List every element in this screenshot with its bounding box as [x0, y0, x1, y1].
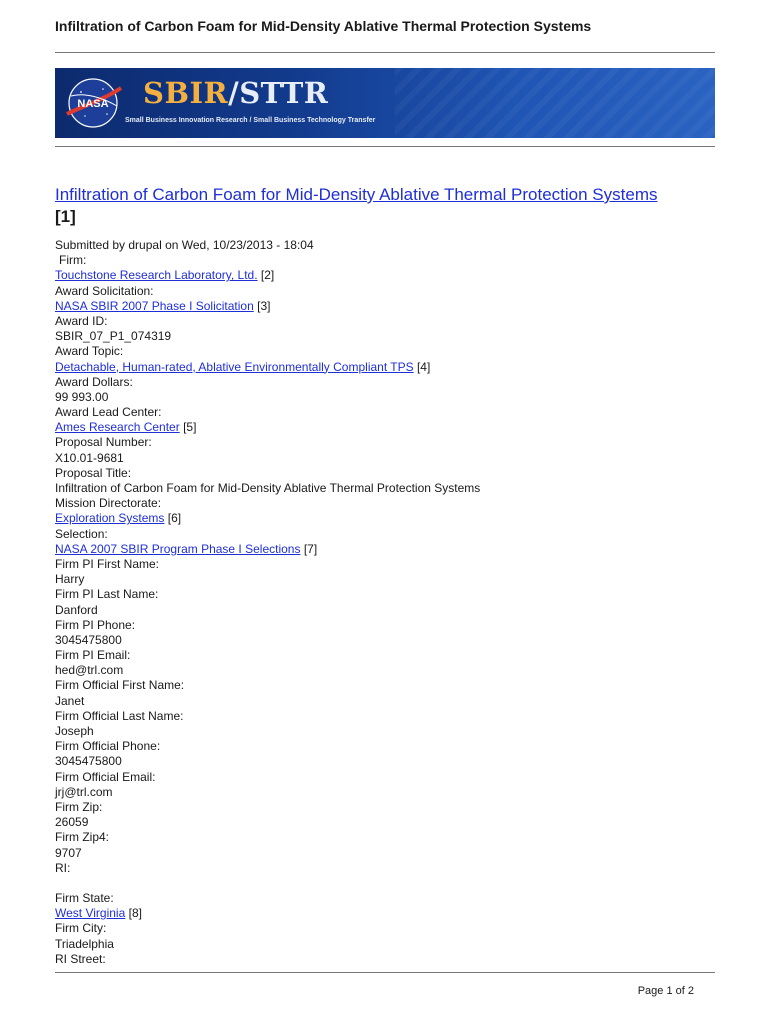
banner-background-pattern	[395, 68, 715, 138]
mission-directorate-link[interactable]: Exploration Systems	[55, 511, 165, 526]
firm-zip4-value: 9707	[55, 845, 82, 860]
firm-link[interactable]: Touchstone Research Laboratory, Ltd.	[55, 268, 258, 283]
nasa-logo-text: NASA	[77, 98, 109, 110]
pi-email-label: Firm PI Email:	[55, 648, 131, 663]
ri-value	[55, 876, 715, 891]
submitted-line: Submitted by drupal on Wed, 10/23/2013 - 18:04	[55, 238, 314, 252]
pi-first-name-value: Harry	[55, 572, 85, 587]
pi-phone-value: 3045475800	[55, 632, 122, 647]
banner-title-sbir: SBIR	[143, 76, 229, 110]
selection-label: Selection:	[55, 526, 108, 541]
pi-phone-label: Firm PI Phone:	[55, 617, 136, 632]
document-title-link[interactable]: Infiltration of Carbon Foam for Mid-Density Ablative Thermal Protection Systems	[55, 185, 658, 204]
footer-divider	[55, 972, 715, 973]
award-lead-center-value	[55, 420, 715, 435]
award-dollars-value: 99 993.00	[55, 389, 109, 404]
award-lead-center-ref: [5]	[183, 420, 197, 435]
firm-state-ref: [8]	[128, 906, 142, 921]
firm-zip-value: 26059	[55, 815, 89, 830]
award-lead-center-label: Award Lead Center:	[55, 405, 162, 420]
award-solicitation-value	[55, 299, 715, 314]
firm-zip-label: Firm Zip:	[55, 799, 103, 814]
firm-city-label: Firm City:	[55, 921, 107, 936]
selection-ref: [7]	[303, 541, 318, 556]
award-topic-value	[55, 360, 715, 375]
award-details	[55, 238, 715, 967]
award-dollars-label: Award Dollars:	[55, 374, 133, 389]
selection-link[interactable]: NASA 2007 SBIR Program Phase I Selections	[55, 541, 301, 556]
banner-subtitle: Small Business Innovation Research / Small Business Technology Transfer	[125, 117, 376, 124]
proposal-number-label: Proposal Number:	[55, 435, 152, 450]
award-topic-link[interactable]: Detachable, Human-rated, Ablative Environmentally Compliant TPS	[55, 359, 414, 374]
ri-label: RI:	[55, 860, 71, 875]
firm-label: Firm:	[59, 253, 87, 268]
official-email-value: jrj@trl.com	[55, 784, 113, 799]
mission-directorate-ref: [6]	[167, 511, 182, 526]
award-lead-center-link[interactable]: Ames Research Center	[55, 420, 180, 435]
firm-state-value	[55, 906, 715, 921]
official-phone-label: Firm Official Phone:	[55, 739, 161, 754]
banner-title-slash: /	[228, 76, 240, 110]
award-topic-label: Award Topic:	[55, 344, 124, 359]
award-solicitation-label: Award Solicitation:	[55, 283, 154, 298]
sbir-sttr-banner	[55, 68, 715, 138]
pi-first-name-label: Firm PI First Name:	[55, 556, 159, 571]
award-solicitation-link[interactable]: NASA SBIR 2007 Phase I Solicitation	[55, 298, 254, 313]
proposal-number-value: X10.01-9681	[55, 450, 124, 465]
header-divider	[55, 52, 715, 53]
official-last-name-value: Joseph	[55, 724, 94, 738]
document-title-ref: [1]	[55, 207, 76, 226]
firm-city-value: Triadelphia	[55, 936, 114, 951]
firm-ref: [2]	[260, 268, 275, 283]
firm-value	[55, 268, 715, 283]
award-topic-ref: [4]	[416, 359, 431, 374]
firm-state-label: Firm State:	[55, 891, 114, 906]
document-title	[55, 184, 715, 228]
firm-state-link[interactable]: West Virginia	[55, 906, 126, 921]
page-header-title: Infiltration of Carbon Foam for Mid-Density Ablative Thermal Protection Systems	[55, 18, 592, 34]
official-phone-value: 3045475800	[55, 754, 122, 769]
official-last-name-label: Firm Official Last Name:	[55, 708, 184, 723]
firm-zip4-label: Firm Zip4:	[55, 830, 109, 845]
award-solicitation-ref: [3]	[257, 298, 271, 313]
selection-value	[55, 542, 715, 557]
banner-title-sttr: STTR	[239, 76, 329, 110]
pi-last-name-label: Firm PI Last Name:	[55, 587, 159, 602]
banner-divider	[55, 146, 715, 147]
pi-last-name-value: Danford	[55, 602, 98, 617]
nasa-logo	[63, 76, 125, 130]
page-number: Page 1 of 2	[637, 985, 694, 997]
mission-directorate-label: Mission Directorate:	[55, 496, 162, 511]
banner-title	[143, 76, 328, 110]
mission-directorate-value	[55, 511, 715, 526]
award-id-label: Award ID:	[55, 313, 108, 328]
official-first-name-value: Janet	[55, 693, 85, 708]
official-email-label: Firm Official Email:	[55, 769, 156, 784]
proposal-title-label: Proposal Title:	[55, 465, 132, 480]
proposal-title-value: Infiltration of Carbon Foam for Mid-Density Ablative Thermal Protection Systems	[55, 481, 481, 495]
official-first-name-label: Firm Official First Name:	[55, 678, 185, 693]
award-id-value: SBIR_07_P1_074319	[55, 329, 172, 344]
ri-street-label: RI Street:	[55, 951, 106, 966]
pi-email-value: hed@trl.com	[55, 663, 124, 678]
